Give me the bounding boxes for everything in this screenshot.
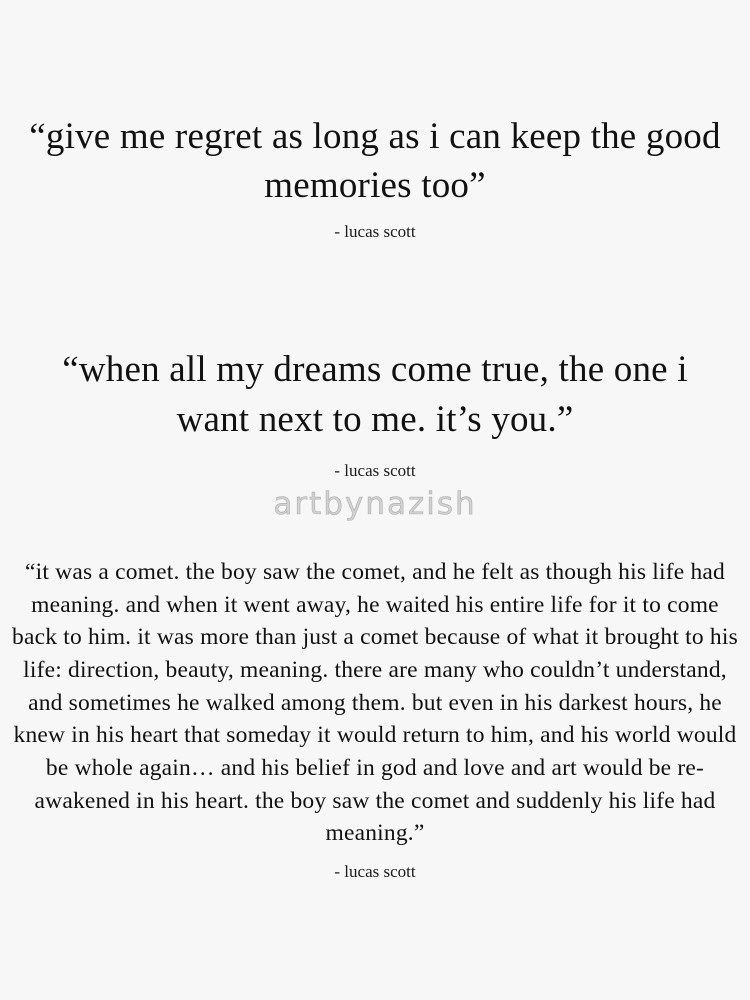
quote-two-text: “when all my dreams come true, the one i want next to me. it’s you.” — [62, 349, 688, 441]
quote-one-text: “give me regret as long as i can keep the good memories too” — [29, 116, 721, 207]
quote-three-text: “it was a comet. the boy saw the comet, and he felt as though his life had meaning. and when it went away, he waited his entire life for it to come back to him. it was more than just a comet because of what it brought to his life: direction, beauty, meaning. there are many who couldn’t understand, and sometimes he walked among them. but even in his darkest hours, he knew in his heart that someday it would return to him, and his world would be whole again… and his belief in god and love and art would be re-awakened in his heart. the boy saw the comet and suddenly his life had meaning.” — [12, 559, 738, 847]
quote-block-three — [0, 556, 750, 882]
watermark-artbynazish: artbynazish — [273, 486, 477, 522]
quote-block-one — [0, 112, 750, 242]
quote-block-two — [0, 345, 750, 481]
quote-three-attribution: - lucas scott — [334, 861, 416, 881]
quote-one-attribution: - lucas scott — [334, 222, 416, 242]
quote-two-attribution: - lucas scott — [334, 460, 416, 480]
